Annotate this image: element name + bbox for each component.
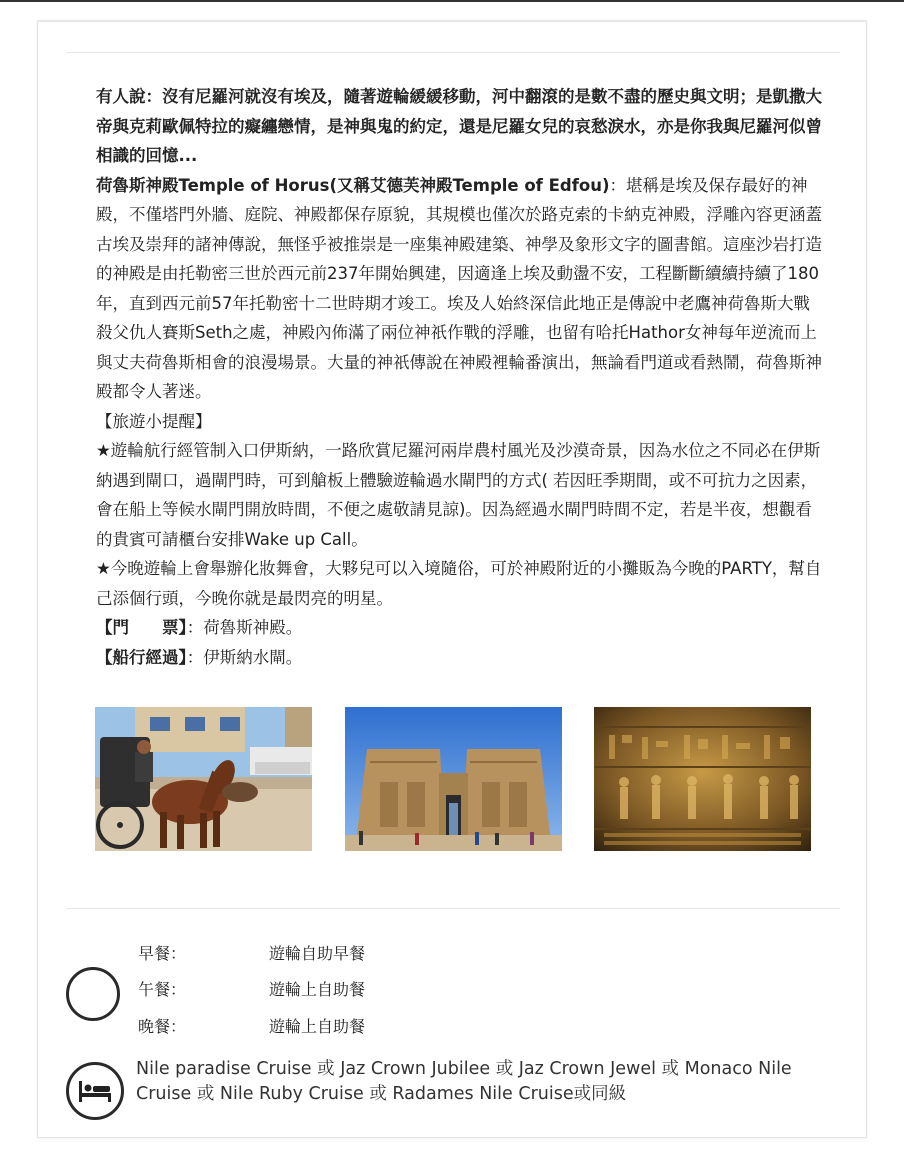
photo-relief-wall[interactable] bbox=[594, 707, 811, 851]
hotel-section bbox=[66, 1057, 840, 1127]
temple-paragraph bbox=[96, 171, 822, 407]
photo-gallery bbox=[95, 707, 812, 851]
tip-lock: ★遊輪航行經管制入口伊斯納，一路欣賞尼羅河兩岸農村風光及沙漠奇景，因為水位之不同必在伊斯納遇到閘口，過閘門時，可到艙板上體驗遊輪過水閘門的方式( 若因旺季期間，或不可抗力之因素，會在船上等候水閘門開放時間，不便之處敬請見諒)。因為經過水閘門時間不定，若是半夜，想觀看的貴賓可請櫃台安排Wake up Call。 bbox=[96, 441, 821, 549]
divider-bottom bbox=[66, 908, 840, 909]
tips-heading: 【旅遊小提醒】 bbox=[96, 411, 212, 431]
passing-label: 【船行經過】 bbox=[96, 647, 187, 667]
top-border bbox=[0, 0, 904, 2]
meal-label: 晚餐： bbox=[138, 1017, 187, 1036]
intro-text: 有人說：沒有尼羅河就沒有埃及，隨著遊輪緩緩移動，河中翻滾的是數不盡的歷史與文明；是凱撒大帝與克莉歐佩特拉的癡纏戀情，是神與鬼的約定，還是尼羅女兒的哀愁淚水，亦是你我與尼羅河似曾相識的回憶... bbox=[96, 87, 822, 165]
ticket-line bbox=[96, 613, 822, 643]
meal-value: 遊輪自助早餐 bbox=[269, 944, 366, 963]
divider-top bbox=[66, 52, 840, 53]
meal-value: 遊輪上自助餐 bbox=[269, 1017, 366, 1036]
photo-horse-carriage[interactable] bbox=[95, 707, 312, 851]
itinerary-card bbox=[37, 20, 867, 1138]
hotel-options: Nile paradise Cruise 或 Jaz Crown Jubilee 或 Jaz Crown Jewel 或 Monaco Nile Cruise 或 Nile Ruby Cruise 或 Radames Nile Cruise或同級 bbox=[136, 1059, 792, 1104]
ticket-value: ：荷魯斯神殿。 bbox=[186, 618, 303, 637]
temple-description: ：堪稱是埃及保存最好的神殿，不僅塔門外牆、庭院、神殿都保存原貌，其規模也僅次於路克索的卡納克神殿，浮雕內容更涵蓋古埃及崇拜的諸神傳說，無怪乎被推崇是一座集神殿建築、神學及象形文字的圖書館。這座沙岩打造的神殿是由托勒密三世於西元前237年開始興建，因適逢上埃及動盪不安，工程斷斷續續持續了180年，直到西元前57年托勒密十二世時期才竣工。埃及人始終深信此地正是傳說中老鷹神荷魯斯大戰殺父仇人賽斯Seth之處，神殿內佈滿了兩位神祇作戰的浮雕，也留有哈托Hathor女神每年逆流而上與丈夫荷魯斯相會的浪漫場景。大量的神祇傳說在神殿裡輪番演出，無論看門道或看熱鬧，荷魯斯神殿都令人著迷。 bbox=[96, 175, 822, 401]
ticket-label: 【門 票】 bbox=[96, 618, 187, 637]
meals-section bbox=[66, 937, 666, 1047]
bed-icon bbox=[66, 1062, 124, 1120]
temple-name: 荷魯斯神殿Temple of Horus(又稱艾德芙神殿Temple of Edfou) bbox=[96, 175, 610, 195]
photo-temple-pylon[interactable] bbox=[345, 707, 562, 851]
passing-value: ：伊斯納水閘。 bbox=[186, 647, 303, 667]
day-description bbox=[96, 82, 822, 672]
meal-circle-icon bbox=[66, 967, 120, 1021]
meal-value: 遊輪上自助餐 bbox=[269, 980, 366, 999]
meal-label: 午餐： bbox=[138, 980, 187, 999]
tip-party: ★今晚遊輪上會舉辦化妝舞會，大夥兒可以入境隨俗，可於神殿附近的小攤販為今晚的PARTY，幫自己添個行頭，今晚你就是最閃亮的明星。 bbox=[96, 559, 822, 608]
meal-label: 早餐： bbox=[138, 944, 187, 963]
passing-line bbox=[96, 643, 822, 673]
